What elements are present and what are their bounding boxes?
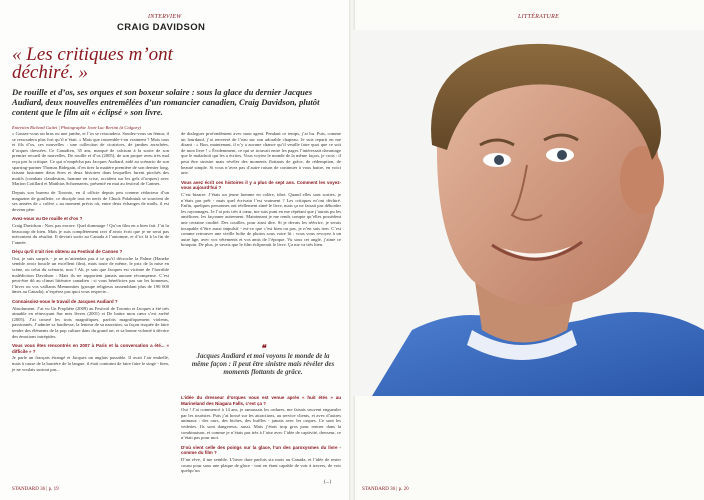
column-left: [12, 131, 169, 375]
pull-quote: [188, 344, 338, 376]
question: Connaissiez-vous le travail de Jacques Audiard ?: [12, 299, 118, 305]
question: Vous vous êtes rencontrés en 2007 à Paris et la conversation a été... « difficile » ?: [12, 343, 169, 354]
column-right-lower: [181, 391, 341, 477]
question: Avez-vous vu De rouille et d’os ?: [12, 216, 83, 222]
question: L’idée du dresseur d’orques vous est venue après « huit étés » au Marineland des Niagara Falls, c’est ça ?: [181, 395, 341, 406]
answer: Je parle un français étrangé et Jacques un anglais passable. Il avait l’air embellé, mais à cause de la barrière de la langue, il était contraint de faire faire le singe - bien, je ne voulais surtout pas...: [12, 355, 169, 372]
question: D’où vient celle des poings sur la glace, l’un des paroxysmes du livre - comme du film ?: [181, 444, 341, 456]
paragraph: « Gassez-vous un bras ou une jambe, et l’os se ressoudera. Soudez-vous un fémur, il se ressoudera plus fort qu’il n’était. » Mais que rassemble-t-on vraiment ? Mots tous et fils d’os, ces nouvelles : une collection de cicatrices, de jambes arrachées, d’orques dressées. Ce Canadien, 35 ans, marqué de calcium à la sortie de son premier recueil de nouvelles, De rouille et d’os (2005), de son propre aveu très mal reçu par la critique. Ce qui n’empêcha pas Jacques Audiard, aidé au scénario de son sparring-partner Thomas Bidegain, d’en tirer la matière première de son dernier long, faisant fusionner deux êtres et deux histoires dans lesquelles furent piochés des motifs (combats clandestins, homme en crise, accident sur les gels d’orques) avec Marion Cotillard et Matthias Schoenaerts, présenté en mai au festival de Cannes.: [12, 131, 169, 187]
folio: STANDARD 36 | p. 20: [362, 487, 409, 492]
answer: D’un rêve, il me semble. L’hiver dure parfois six mois au Canada, et l’idée de rester cousu pour sous une plaque de glace - tout en étant capable de voir à travers, de voir quelqu’un: [181, 456, 341, 474]
portrait-illustration: [352, 30, 704, 396]
interview-subject: CRAIG DAVIDSON: [117, 22, 206, 33]
column-right: [181, 131, 341, 251]
answer: Absolument. J’ai vu Un Prophète (2009) au Festival de Toronto et Jacques a été très aimable en réinvoyant Sur mes lèvres (2001) et De battre mon cœur s’est arrêté (2005). J’ai trouvé les trois magnifiques, parfois magnifiquement violents, passionnés. J’admire sa hardiesse, la lenteur de sa narration, sa façon risquée de faire tendre des éléments de la pop culture dans du grand art, et sa bonne volonté à décrire des émotions intrépides.: [12, 305, 169, 339]
section-kicker: INTERVIEW: [148, 14, 182, 20]
portrait-photo: [352, 30, 704, 396]
answer: C’est bizarre. J’étais un jeune homme en colère, idiot. Quand elles sont sorties, je n’étais pas prêt - mais quel écrivain l’est vraiment ? Les critiques m’ont déchiré. Enfin, quelques personnes ont réellement aimé le livre, mais ça ne faisait pas déborder les rayonnages. Je l’ai pris très à cœur, me suis puni en me répétant que j’aurais pu les améliorer, les façonner autrement. Maintenant je me rends compte qu’elles possèdent une certaine crudité. Des couilles, pour ainsi dire. Si je devais les réécrire, je serais incapable d’être aussi impulsif - est-ce que c’est bien ou pas, je n’en sais rien. C’est comme retrouver une vieille boîte de photos sous votre lit : vous vous revoyez à un autre âge, avec vos vêtements et vos amis de l’époque. Vu sous cet angle, j’aime ce bouquin. De plus, je savais que le film éclipserait le livre. Ça me va très bien.: [181, 191, 341, 248]
lead-paragraph: De rouille et d’os, ses orques et son boxeur solaire : sous la glace du dernier Jacques Audiard, deux nouvelles entremêlées d’un romancier canadien, Craig Davidson, plutôt content que le film ait « éclipsé » son livre.: [12, 87, 320, 117]
continued-marker: (...): [324, 480, 332, 485]
section-kicker: LITTÉRATURE: [518, 14, 560, 20]
headline: « Les critiques m’ont déchiré. »: [12, 44, 173, 83]
answer: Craig Davidson : Non, pas encore. Quel dommage ! Qu’on film en a bien fait. J’ai lu beaucoup de bien. Mais je suis complètement ravi d’avoir écrit que je ne serai pas mécontent du résultat. Il devrait sortir au Canada à l’automne, et d’ici là à la fin de l’année.: [12, 222, 169, 245]
pull-quote-text: Jacques Audiard et moi voyons le monde de la même façon : il peut être sinistre mais révéler des moments flottants de grâce.: [191, 352, 335, 376]
paragraph: Depuis son bureau de Toronto, en il officie depuis peu comme rédacteur d’un magazine de gonflette, ce disciple tout en nerfs de Chuck Palahniuk se souvient de ses années de « colère » au moment précis où, entre deux échanges de mails, il est devenu père.: [12, 189, 169, 212]
question: Déçu qu’il n’ait rien obtenu au Festival de Cannes ?: [12, 249, 123, 255]
paragraph: de dialoguer profondément avec mon agent. Pendant ce temps, j’ai bu. Puis, comme un lourdaud, j’ai renversé de l’eau sur son adorable chapeau. Je suis reparti en me disant : « Bon, maintenant, il n’y a aucune chance qu’il veuille faire quoi que ce soit de mon livre ! » Évidemment, ce qui se trouvait entre les pages l’intéressait davantage que le maladroit qui les a écrites. Vous voyiez le monde de la même façon, je crois : il peut être sinistre mais révéler des moments flottants de grâce, de rédemption, de beauté simple. Si vous n’avez pas d’autre raison de continuer à vous battre, en voici une.: [181, 131, 341, 176]
credits: Entretien Richard Gaitet | Photographie Jean-Luc Bertini (à Calgary): [12, 125, 142, 130]
answer: Oui, je suis surpris - je ne m’attendais pas à ce qu’il décroche la Palme (Haneke semble avoir boucle un excellent film), mais toute de même, le prix de la mise en scène, ou celui du scénario, non ? Ah, je sais que Jacques est victime de l’horrible malédiction Davidson : Mais ils ne rapportent jamais aucune récompense. C’est peut-être dû au climat littéraire canadien : si vous bénéficiez pas sur les honneurs, l’hiver ou vos vaillants Mennonites (groupe religieux rassemblant plus de 190 000 âmes au Canada), n’espérez pas quoi vous respecte...: [12, 255, 169, 295]
answer: Oui ! J’ai commencé à 14 ans, je ramassais les ordures, me faisais souvent engueuler par les touristes. Puis j’ai bossé sur les attractions, au service clients, et avec d’autres animaux : des ours, des biches, des buffles - jamais avec les orques. Ce sont les vedettes. Ils sont dangereux, aussi. Mais j’étais trop gros pour rentrer dans la combinaison, et comme je n’étais pas très à l’aise avec l’idée de captivité, dresseur, ce n’était pas pour moi.: [181, 407, 341, 441]
quote-mark-icon: ❝: [260, 343, 266, 353]
question: Vous avez écrit ces histoires il y a plus de sept ans. Comment les voyez-vous aujourd’hui ?: [181, 179, 341, 191]
folio: STANDARD 36 | p. 19: [12, 487, 59, 492]
